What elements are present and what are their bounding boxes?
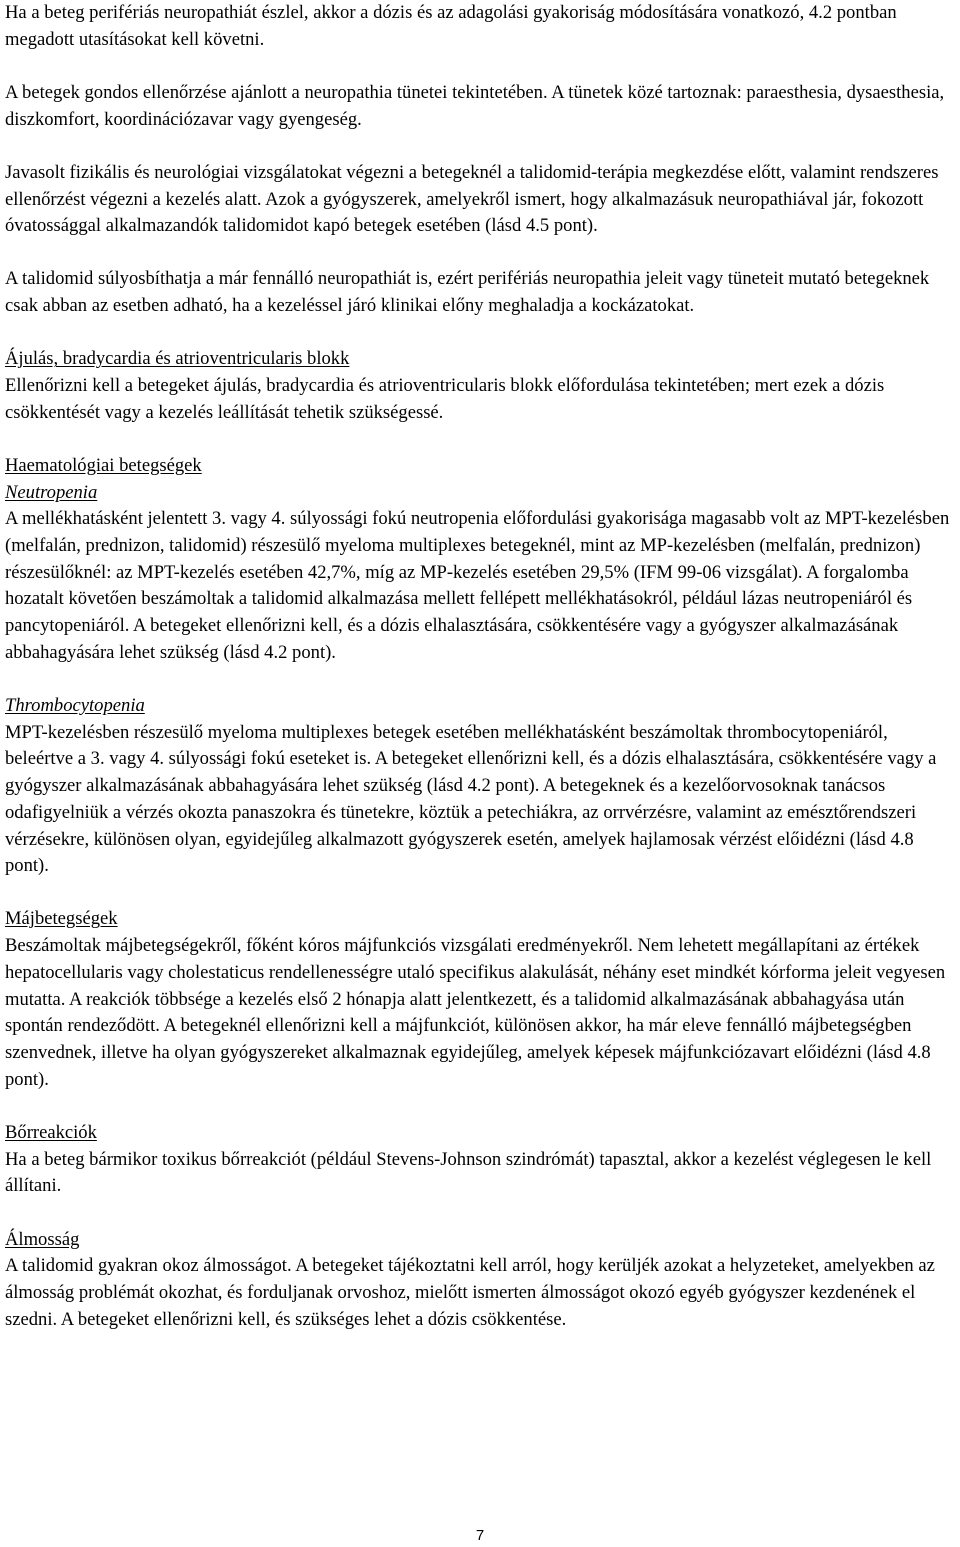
section-syncope: [5, 346, 955, 426]
page-number: 7: [475, 1527, 485, 1544]
paragraph-skin: Ha a beteg bármikor toxikus bőrreakciót (például Stevens-Johnson szindrómát) tapasztal, akkor a kezelést véglegesen le kell állítani.: [5, 1148, 932, 1197]
paragraph-neuropathy-monitoring: A betegek gondos ellenőrzése ajánlott a neuropathia tünetei tekintetében. A tünetek közé tartoznak: paraesthesia, dysaesthesia, diszkomfort, koordinációzavar vagy gyengeség.: [5, 81, 945, 130]
paragraph-neuropathy-dose: Ha a beteg perifériás neuropathiát észlel, akkor a dózis és az adagolási gyakoriság módosítására vonatkozó, 4.2 pontban megadott utasításokat kell követni.: [5, 2, 897, 50]
section-haematology: [5, 453, 955, 667]
heading-neutropenia: Neutropenia: [5, 481, 98, 503]
heading-haematology: Haematológiai betegségek: [5, 454, 202, 476]
paragraph-somnolence: A talidomid gyakran okoz álmosságot. A betegeket tájékoztatni kell arról, hogy kerüljék azokat a helyzeteket, amelyekben az álmosság problémát okozhat, és forduljanak orvoshoz, mielőtt ismerten álmosságot okozó egyéb gyógyszer kezdenének el szedni. A betegeket ellenőrizni kell, és szükséges lehet a dózis csökkentése.: [5, 1255, 935, 1330]
section-somnolence: [5, 1227, 955, 1334]
paragraph-liver: Beszámoltak májbetegségekről, főként kóros májfunkciós vizsgálati eredményekről. Nem lehetett megállapítani az értékek hepatocellularis vagy cholestaticus rendellenességre utaló specifikus alakulását, néhány eset mindkét kórforma jeleit vegyesen mutatta. A reakciók többsége a kezelés első 2 hónapja alatt jelentkezett, és a talidomid alkalmazásának abbahagyása után spontán rendeződött. A betegeknél ellenőrizni kell a májfunkciót, különösen akkor, ha már eleve fennálló májbetegségben szenvednek, illetve ha olyan gyógyszereket alkalmaznak egyidejűleg, amelyek képesek májfunkciózavart előidézni (lásd 4.8 pont).: [5, 935, 946, 1090]
heading-thrombocytopenia: Thrombocytopenia: [5, 695, 145, 717]
paragraph-neurological-exams: Javasolt fizikális és neurológiai vizsgálatokat végezni a betegeknél a talidomid-terápia megkezdése előtt, valamint rendszeres ellenőrzést végezni a kezelés alatt. Azok a gyógyszerek, amelyekről ismert, hogy alkalmazásuk neuropathiával jár, fokozott óvatossággal alkalmazandók talidomidot kapó betegek esetében (lásd 4.5 pont).: [5, 161, 939, 237]
paragraph-preexisting-neuropathy: A talidomid súlyosbíthatja a már fennálló neuropathiát is, ezért perifériás neuropathia jeleit vagy tüneteit mutató betegeknek csak abban az esetben adható, ha a kezeléssel járó klinikai előny meghaladja a kockázatokat.: [5, 268, 930, 317]
heading-syncope: Ájulás, bradycardia és atrioventricularis blokk: [5, 348, 350, 370]
heading-somnolence: Álmosság: [5, 1228, 80, 1250]
heading-liver: Májbetegségek: [5, 908, 118, 930]
heading-skin: Bőrreakciók: [5, 1121, 97, 1143]
paragraph-thrombocytopenia: MPT-kezelésben részesülő myeloma multiplexes betegek esetében mellékhatásként beszámoltak thrombocytopeniáról, beleértve a 3. vagy 4. súlyossági fokú eseteket is. A betegeket ellenőrizni kell, és a dózis elhalasztására, csökkentésére vagy a gyógyszer alkalmazásának abbahagyására lehet szükség (lásd 4.2 pont). A betegeknek és a kezelőorvosoknak tanácsos odafigyelniük a vérzés okozta panaszokra és tünetekre, köztük a petechiákra, az orrvérzésre, valamint az emésztőrendszeri vérzésekre, különösen olyan, egyidejűleg alkalmazott gyógyszerek esetén, amelyek hajlamosak vérzést előidézni (lásd 4.8 pont).: [5, 721, 937, 877]
section-skin: [5, 1120, 955, 1200]
section-thrombocytopenia: [5, 693, 955, 880]
paragraph-syncope: Ellenőrizni kell a betegeket ájulás, bradycardia és atrioventricularis blokk előfordulása tekintetében; mert ezek a dózis csökkentését vagy a kezelés leállítását tehetik szükségessé.: [5, 375, 885, 423]
document-page: [5, 0, 955, 1333]
paragraph-neutropenia: A mellékhatásként jelentett 3. vagy 4. súlyossági fokú neutropenia előfordulási gyakorisága magasabb volt az MPT-kezelésben (melfalán, prednizon, talidomid) részesülő myeloma multiplexes betegeknél, mint az MP-kezelésben (melfalán, prednizon) részesülőknél: az MPT-kezelés esetében 42,7%, míg az MP-kezelés esetében 29,5% (IFM 99-06 vizsgálat). A forgalomba hozatalt követően beszámoltak a talidomid alkalmazása mellett fellépett mellékhatásokról, például lázas neutropeniáról és pancytopeniáról. A betegeket ellenőrizni kell, és a dózis elhalasztására, csökkentésére vagy a gyógyszer alkalmazásának abbahagyására lehet szükség (lásd 4.2 pont).: [5, 508, 950, 663]
section-liver: [5, 906, 955, 1093]
